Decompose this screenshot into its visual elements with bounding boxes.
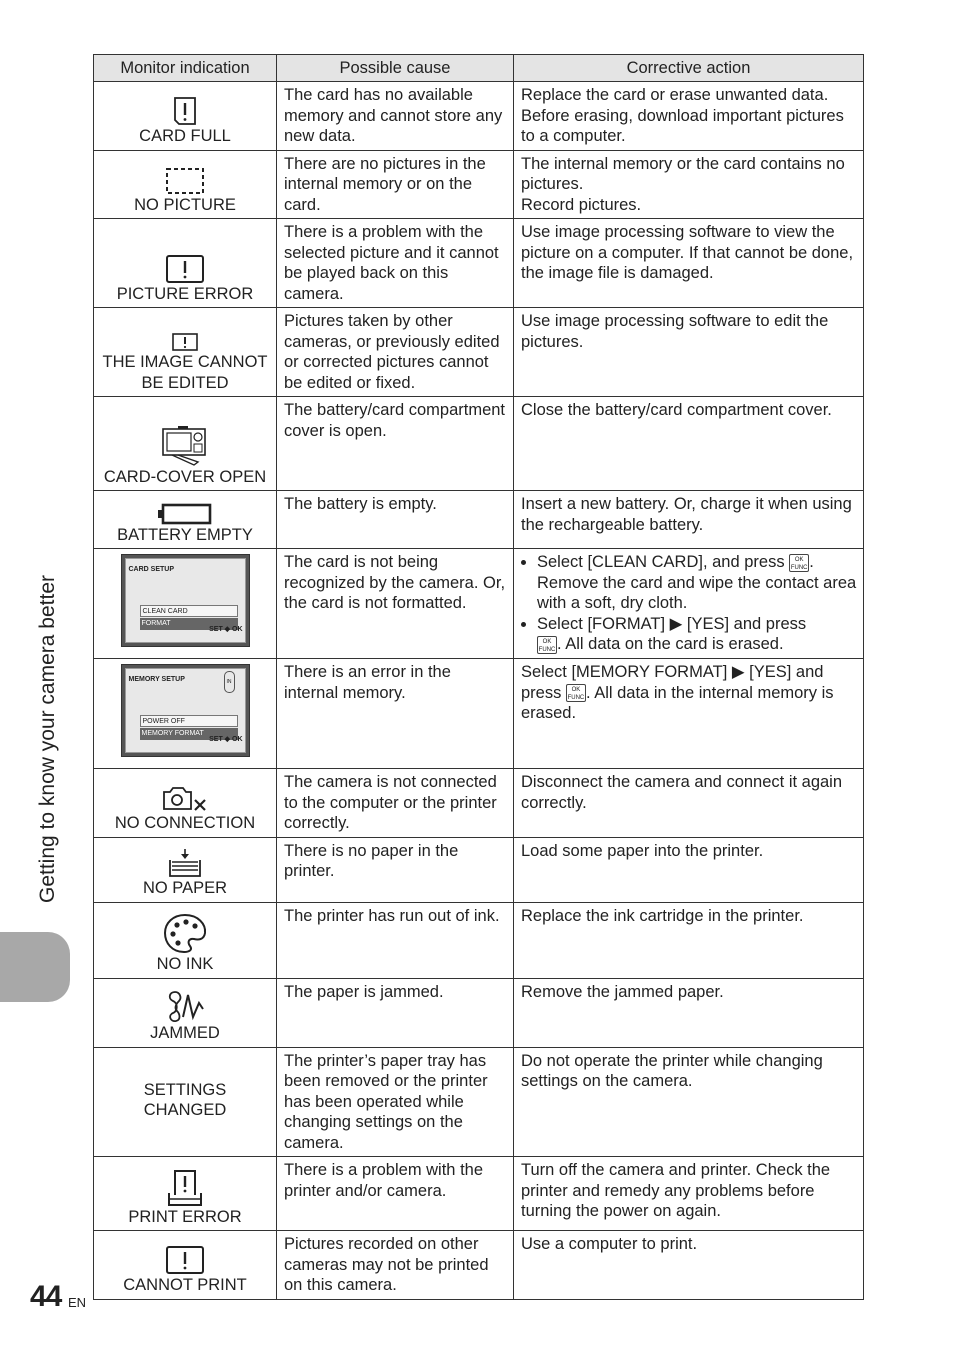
print-error-icon (167, 1169, 203, 1207)
action-text: Select [FORMAT] ▶ [YES] and press (537, 614, 807, 633)
section-title: Getting to know your camera better (36, 575, 59, 903)
ok-label: OK (794, 556, 804, 563)
table-row (94, 150, 864, 219)
no-picture-icon (165, 167, 205, 195)
indication-cell (94, 769, 277, 838)
table-row (94, 549, 864, 659)
action-cell: Do not operate the printer while changing settings on the camera. (514, 1047, 864, 1157)
action-line: Record pictures. (521, 195, 642, 214)
action-cell: Remove the jammed paper. (514, 978, 864, 1047)
indication-cell (94, 978, 277, 1047)
cannot-print-icon (165, 1245, 205, 1275)
indication-cell (94, 150, 277, 219)
indication-label: BATTERY EMPTY (117, 525, 253, 544)
cause-cell: The camera is not connected to the computer or the printer correctly. (277, 769, 514, 838)
battery-empty-icon (158, 503, 212, 525)
image-cannot-edit-icon (171, 332, 199, 352)
ok-func-button-icon (566, 684, 586, 702)
indication-cell (94, 219, 277, 308)
page-number: 44 (30, 1280, 62, 1313)
action-text: . All data on the card is erased. (557, 635, 784, 653)
no-paper-icon (167, 848, 203, 878)
card-cover-open-icon (160, 425, 210, 467)
action-cell: Replace the card or erase unwanted data. Before erasing, download important pictures to a computer. (514, 82, 864, 151)
indication-label: CANNOT PRINT (123, 1276, 247, 1294)
action-cell: Use a computer to print. (514, 1231, 864, 1300)
memory-setup-screen-image (121, 664, 250, 757)
table-header-row (94, 55, 864, 82)
action-cell: Use image processing software to view the picture on a computer. If that cannot be done, the image file is damaged. (514, 219, 864, 308)
screen-set-hint: SET ◆ OK (209, 626, 243, 633)
section-tab (0, 932, 70, 1002)
action-cell: Use image processing software to edit the pictures. (514, 308, 864, 397)
table-row (94, 769, 864, 838)
cause-cell: There is an error in the internal memory. (277, 659, 514, 769)
indication-label: PICTURE ERROR (116, 284, 254, 303)
troubleshooting-table (93, 54, 864, 1300)
cause-cell: There is a problem with the printer and/or camera. (277, 1157, 514, 1231)
action-text: . Remove the card and wipe the contact area with a soft, dry cloth. (537, 553, 857, 612)
action-list (521, 552, 857, 655)
ok-func-button-icon (537, 636, 557, 654)
action-bullet (537, 614, 857, 655)
func-label: FUNC (538, 646, 556, 653)
indication-cell (94, 1047, 277, 1157)
table-row (94, 978, 864, 1047)
cause-cell: The printer has run out of ink. (277, 902, 514, 978)
indication-cell (94, 1231, 277, 1300)
func-label: FUNC (790, 564, 808, 571)
indication-cell (94, 397, 277, 491)
table-row (94, 1157, 864, 1231)
indication-label: SETTINGS CHANGED (143, 1080, 227, 1120)
table-row (94, 659, 864, 769)
screen-menu-item: CLEAN CARD (140, 605, 238, 617)
screen-menu-item-selected: MEMORY FORMAT (140, 728, 238, 740)
indication-cell (94, 549, 277, 659)
cause-cell: The card has no available memory and cannot store any new data. (277, 82, 514, 151)
indication-label: NO CONNECTION (114, 814, 256, 832)
cause-cell: The printer’s paper tray has been removed or the printer has been operated while changing settings on the camera. (277, 1047, 514, 1157)
internal-memory-badge: IN (224, 671, 235, 694)
screen-display (125, 558, 246, 643)
action-cell: Replace the ink cartridge in the printer. (514, 902, 864, 978)
action-cell: Load some paper into the printer. (514, 837, 864, 902)
indication-label: PRINT ERROR (128, 1207, 242, 1226)
screen-title: CARD SETUP (128, 565, 175, 573)
action-cell: Insert a new battery. Or, charge it when using the rechargeable battery. (514, 491, 864, 549)
card-setup-screen-image (121, 554, 250, 647)
action-text: Select [CLEAN CARD], and press (537, 553, 790, 571)
indication-cell (94, 308, 277, 397)
table-row (94, 219, 864, 308)
indication-cell (94, 659, 277, 769)
action-cell: Turn off the camera and printer. Check the printer and remedy any problems before turning the power on again. (514, 1157, 864, 1231)
action-text: Select [MEMORY FORMAT] ▶ [YES] and press (521, 663, 824, 702)
no-ink-icon (162, 912, 208, 954)
header-possible-cause: Possible cause (277, 55, 514, 82)
ok-func-button-icon (789, 554, 809, 572)
action-line: The internal memory or the card contains no pictures. (521, 154, 845, 193)
table-row (94, 837, 864, 902)
action-cell (514, 659, 864, 769)
no-connection-icon (161, 785, 209, 813)
page-language: EN (68, 1295, 87, 1310)
cause-cell: The battery is empty. (277, 491, 514, 549)
cause-cell: The card is not being recognized by the camera. Or, the card is not formatted. (277, 549, 514, 659)
indication-cell (94, 82, 277, 151)
action-cell: Close the battery/card compartment cover. (514, 397, 864, 491)
indication-label: JAMMED (150, 1024, 220, 1042)
action-cell: Disconnect the camera and connect it again correctly. (514, 769, 864, 838)
indication-cell (94, 1157, 277, 1231)
ok-label: OK (542, 638, 552, 645)
indication-label: CARD-COVER OPEN (103, 467, 267, 486)
cause-cell: There are no pictures in the internal memory or on the card. (277, 150, 514, 219)
ok-label: OK (571, 687, 581, 694)
cause-cell: Pictures recorded on other cameras may not be printed on this camera. (277, 1231, 514, 1300)
action-cell (514, 549, 864, 659)
screen-title: MEMORY SETUP (128, 675, 185, 683)
cause-cell: The paper is jammed. (277, 978, 514, 1047)
action-bullet (537, 552, 857, 614)
table-row (94, 1047, 864, 1157)
picture-error-icon (165, 254, 205, 284)
header-corrective-action: Corrective action (514, 55, 864, 82)
jammed-icon (165, 989, 205, 1023)
header-monitor-indication: Monitor indication (94, 55, 277, 82)
indication-label: THE IMAGE CANNOT BE EDITED (102, 353, 268, 392)
table-row (94, 308, 864, 397)
indication-cell (94, 837, 277, 902)
table-row (94, 902, 864, 978)
action-text: . All data in the internal memory is erased. (521, 683, 834, 722)
cause-cell: The battery/card compartment cover is open. (277, 397, 514, 491)
indication-label: NO INK (156, 955, 214, 973)
indication-cell (94, 491, 277, 549)
indication-cell (94, 902, 277, 978)
func-label: FUNC (567, 695, 585, 702)
screen-menu-item: POWER OFF (140, 715, 238, 727)
indication-label: NO PICTURE (134, 195, 236, 214)
table-row (94, 491, 864, 549)
cause-cell: Pictures taken by other cameras, or previously edited or corrected pictures cannot be edited or fixed. (277, 308, 514, 397)
table-row (94, 82, 864, 151)
indication-label: NO PAPER (142, 879, 228, 897)
indication-label: CARD FULL (139, 127, 231, 145)
card-full-icon (173, 96, 197, 126)
action-cell (514, 150, 864, 219)
screen-menu-item-selected: FORMAT (140, 618, 238, 630)
cause-cell: There is no paper in the printer. (277, 837, 514, 902)
table-row (94, 397, 864, 491)
table-row (94, 1231, 864, 1300)
screen-display (125, 668, 246, 753)
cause-cell: There is a problem with the selected picture and it cannot be played back on this camera. (277, 219, 514, 308)
screen-set-hint: SET ◆ OK (209, 736, 243, 743)
